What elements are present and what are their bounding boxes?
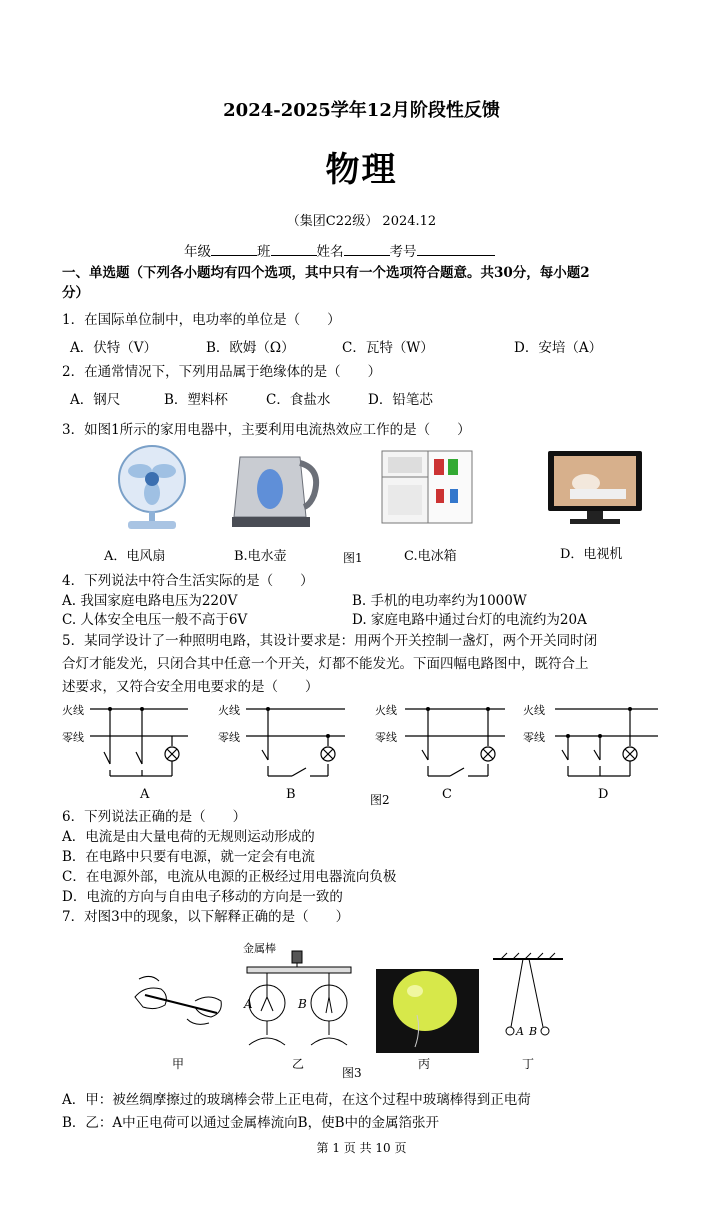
q4-option-d[interactable]: D. 家庭电路中通过台灯的电流约为20A [352,612,587,628]
circuit-a [90,709,188,776]
q1-option-a[interactable]: A．伏特（V） [70,340,157,356]
fig2-caption-a[interactable]: A [140,787,150,802]
q4-option-a[interactable]: A. 我国家庭电路电压为220V [62,593,238,609]
fire-line-label-a: 火线 [62,704,84,717]
electric-fan-image [119,446,185,529]
q2-stem: 2．在通常情况下，下列用品属于绝缘体的是（ ） [62,364,382,380]
q5-stem-line2: 合灯才能发光，只闭合其中任意一个开关，灯都不能发光。下面四幅电路图中，既符合上 [62,656,589,672]
exam-title: 2024-2025学年12月阶段性反馈 [223,100,500,121]
field-id-label: 考号 [389,244,417,260]
name-blank[interactable] [344,243,390,256]
fig1-caption-d[interactable]: D．电视机 [560,547,623,562]
fig1-caption-a[interactable]: A．电风扇 [104,549,166,564]
q4-option-b[interactable]: B. 手机的电功率约为1000W [352,593,527,609]
ball-b-label: B [529,1025,538,1038]
id-blank[interactable] [417,243,495,256]
ball-a-label: A [516,1025,524,1038]
metal-rod-label: 金属棒 [243,942,276,955]
field-class-label: 班 [257,244,271,260]
television-image [548,451,642,524]
figure-1-appliances [100,445,660,535]
circuit-c [405,709,505,776]
q7-stem: 7．对图3中的现象，以下解释正确的是（ ） [62,909,350,925]
q1-option-d[interactable]: D．安培（A） [514,340,603,356]
q2-option-c[interactable]: C．食盐水 [266,392,331,408]
zero-line-label-a: 零线 [62,731,84,744]
grade-blank[interactable] [211,243,257,256]
section-heading: 一、单选题（下列各小题均有四个选项，其中只有一个选项符合题意。共30分，每小题2 [62,265,590,281]
q1-option-c[interactable]: C．瓦特（W） [342,340,434,356]
fig3-caption-bing: 丙 [418,1057,431,1071]
q6-option-a[interactable]: A．电流是由大量电荷的无规则运动形成的 [62,829,315,845]
zero-line-label-b: 零线 [218,731,240,744]
fig2-label: 图2 [370,793,390,807]
q2-option-d[interactable]: D．铅笔芯 [368,392,433,408]
electroscope-a-label: A [244,997,253,1011]
balloon-photo [376,969,479,1053]
fig2-caption-c[interactable]: C [442,787,452,802]
field-grade-label: 年级 [184,244,211,260]
fig1-caption-b[interactable]: B.电水壶 [234,549,287,564]
q6-option-c[interactable]: C．在电源外部，电流从电源的正极经过用电器流向负极 [62,869,397,885]
q4-option-c[interactable]: C. 人体安全电压一般不高于6V [62,612,248,628]
fig3-label: 图3 [342,1066,362,1080]
q6-option-b[interactable]: B．在电路中只要有电源，就一定会有电流 [62,849,315,865]
subject-title: 物理 [325,150,398,190]
q2-option-a[interactable]: A．钢尺 [70,392,121,408]
zero-line-label-c: 零线 [375,731,397,744]
figure-2-circuits [60,696,670,786]
fig3-caption-jia: 甲 [172,1057,185,1071]
q5-stem-line1: 5．某同学设计了一种照明电路，其设计要求是：用两个开关控制一盏灯，两个开关同时闭 [62,633,598,649]
page-footer: 第 1 页 共 10 页 [316,1141,407,1155]
fig2-caption-b[interactable]: B [286,787,296,802]
q7-option-b[interactable]: B．乙：A中正电荷可以通过金属棒流向B，使B中的金属箔张开 [62,1115,440,1131]
section-heading-cont: 分） [62,285,89,301]
hanging-balls-image [493,953,563,1035]
circuit-d [555,709,658,776]
circuit-b [246,709,345,776]
q3-stem: 3．如图1所示的家用电器中，主要利用电流热效应工作的是（ ） [62,422,471,438]
q1-option-b[interactable]: B．欧姆（Ω） [206,340,295,356]
fire-line-label-b: 火线 [218,704,240,717]
fig1-caption-c[interactable]: C.电冰箱 [404,549,457,564]
q1-stem: 1．在国际单位制中，电功率的单位是（ ） [62,312,341,328]
fig3-caption-yi: 乙 [292,1057,305,1071]
fire-line-label-c: 火线 [375,704,397,717]
q2-option-b[interactable]: B．塑料杯 [164,392,228,408]
electric-kettle-image [232,457,316,527]
q6-option-d[interactable]: D．电流的方向与自由电子移动的方向是一致的 [62,889,343,905]
fire-line-label-d: 火线 [523,704,545,717]
q7-option-a[interactable]: A．甲：被丝绸摩擦过的玻璃棒会带上正电荷，在这个过程中玻璃棒得到正电荷 [62,1092,531,1108]
student-fields [184,240,495,260]
class-blank[interactable] [271,243,317,256]
q4-stem: 4．下列说法中符合生活实际的是（ ） [62,573,314,589]
field-name-label: 姓名 [316,244,344,260]
refrigerator-image [382,451,472,523]
fig1-label: 图1 [343,551,363,565]
electroscope-b-label: B [298,997,307,1011]
q6-stem: 6．下列说法正确的是（ ） [62,809,247,825]
zero-line-label-d: 零线 [523,731,545,744]
glass-rod-silk-image [135,976,221,1024]
figure-3 [125,935,575,1060]
fig3-caption-ding: 丁 [522,1057,535,1071]
q5-stem-line3: 述要求，又符合安全用电要求的是（ ） [62,679,319,695]
exam-info: （集团C22级） 2024.12 [286,214,437,229]
fig2-caption-d[interactable]: D [598,787,609,802]
